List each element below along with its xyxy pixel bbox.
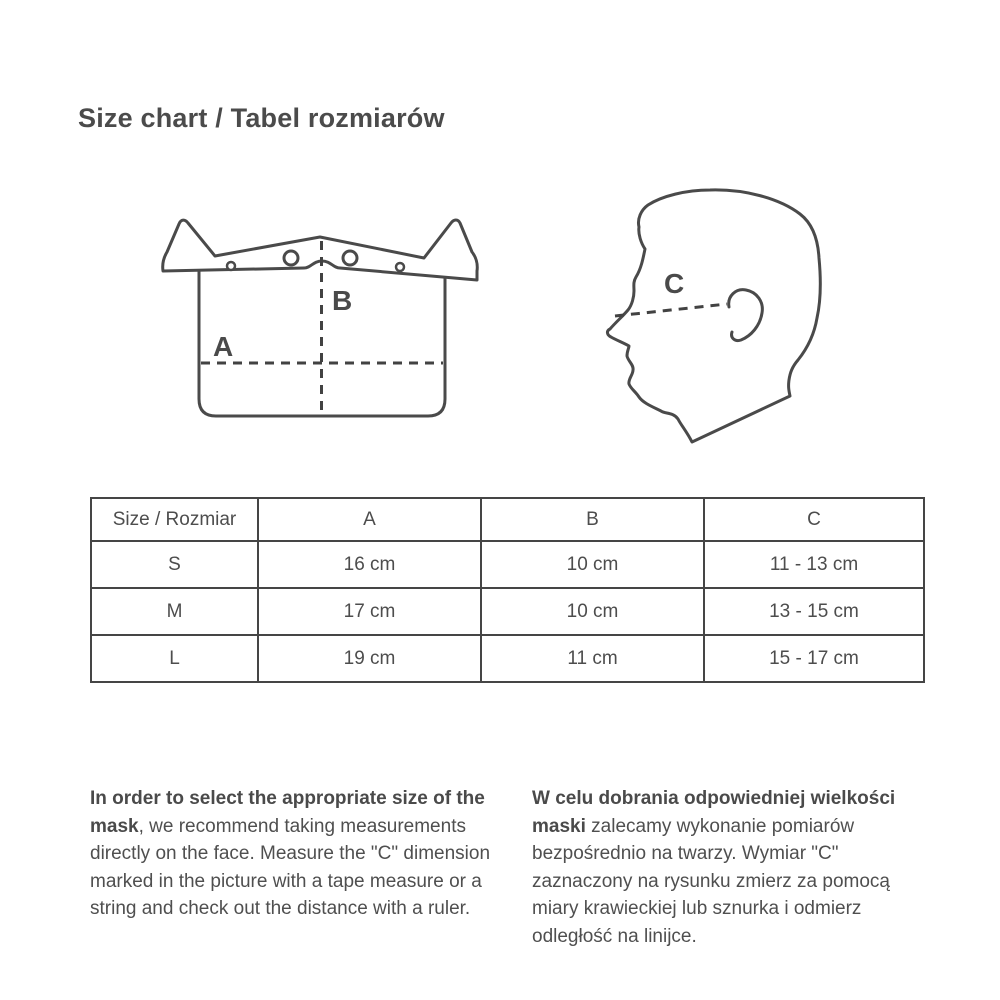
table-row	[91, 588, 924, 635]
note-english-body: , we recommend taking measurements directly on the face. Measure the "C" dimension marked in the picture with a tape measure or a string and check out the distance with a ruler.	[90, 815, 491, 919]
a-cell: 17 cm	[258, 588, 481, 635]
size-cell: L	[91, 635, 258, 682]
note-polish-lead: W celu dobrania odpowiedniej wielkości maski	[532, 788, 896, 837]
dimension-label-c: C	[664, 268, 685, 299]
size-table	[90, 497, 925, 683]
b-cell: 10 cm	[481, 541, 704, 588]
note-polish	[532, 785, 936, 950]
strap-hole-large-left	[284, 251, 298, 265]
header-size: Size / Rozmiar	[91, 498, 258, 541]
page-title: Size chart / Tabel rozmiarów	[78, 103, 445, 133]
a-cell: 16 cm	[258, 541, 481, 588]
header-c: C	[704, 498, 924, 541]
note-english	[90, 785, 504, 923]
c-cell: 11 - 13 cm	[704, 541, 924, 588]
note-polish-body: zalecamy wykonanie pomiarów bezpośrednio na twarzy. Wymiar "C" zaznaczony na rysunku zmierz za pomocą miary krawieckiej lub sznurka i odmierz odległość na linijce.	[532, 815, 890, 947]
b-cell: 10 cm	[481, 588, 704, 635]
note-english-lead: In order to select the appropriate size of the mask	[90, 788, 485, 837]
table-header-row	[91, 498, 924, 541]
size-cell: M	[91, 588, 258, 635]
strap-hole-small-right	[396, 263, 404, 271]
c-cell: 13 - 15 cm	[704, 588, 924, 635]
a-cell: 19 cm	[258, 635, 481, 682]
header-b: B	[481, 498, 704, 541]
dimension-label-a: A	[213, 331, 234, 362]
head-outline	[607, 190, 820, 442]
b-cell: 11 cm	[481, 635, 704, 682]
strap-hole-large-right	[343, 251, 357, 265]
table-row	[91, 541, 924, 588]
table-row	[91, 635, 924, 682]
diagrams	[0, 180, 1000, 470]
header-a: A	[258, 498, 481, 541]
mask-diagram	[163, 220, 478, 416]
face-diagram	[607, 190, 820, 442]
c-cell: 15 - 17 cm	[704, 635, 924, 682]
strap-hole-small-left	[227, 262, 235, 270]
size-cell: S	[91, 541, 258, 588]
dimension-label-b: B	[332, 285, 353, 316]
